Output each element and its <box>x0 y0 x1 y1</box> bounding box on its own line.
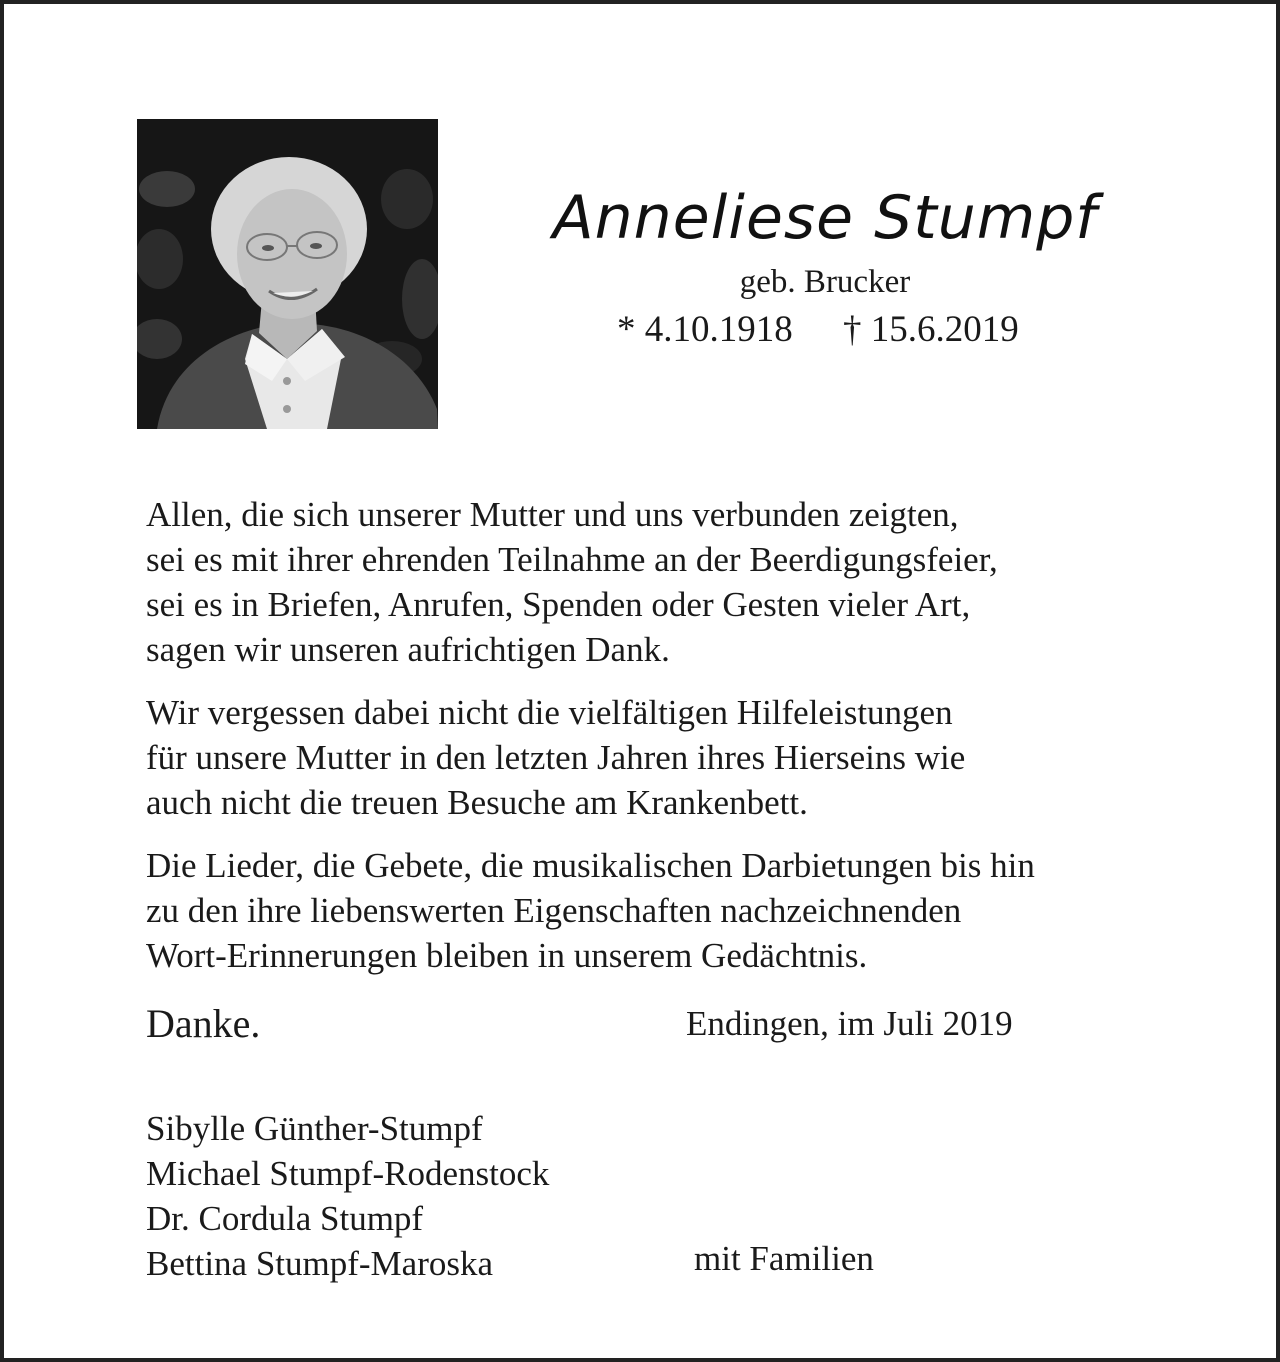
text-line: Wir vergessen dabei nicht die vielfältigen Hilfeleistungen <box>146 693 953 732</box>
text-line: für unsere Mutter in den letzten Jahren ihres Hierseins wie <box>146 738 966 777</box>
paragraph-help <box>146 690 965 825</box>
text-line: sei es in Briefen, Anrufen, Spenden oder Gesten vieler Art, <box>146 585 971 624</box>
text-line: Allen, die sich unserer Mutter und uns verbunden zeigten, <box>146 495 959 534</box>
text-line: Wort-Erinnerungen bleiben in unserem Gedächtnis. <box>146 936 868 975</box>
text-line: zu den ihre liebenswerten Eigenschaften nachzeichnenden <box>146 891 962 930</box>
family-note: mit Familien <box>694 1239 874 1278</box>
deceased-name: Anneliese Stumpf <box>552 183 1098 253</box>
signer-name: Dr. Cordula Stumpf <box>146 1199 424 1238</box>
signer-name: Sibylle Günther-Stumpf <box>146 1109 483 1148</box>
text-line: sei es mit ihrer ehrenden Teilnahme an der Beerdigungsfeier, <box>146 540 998 579</box>
signer-name: Bettina Stumpf-Maroska <box>146 1244 494 1283</box>
text-line: sagen wir unseren aufrichtigen Dank. <box>146 630 670 669</box>
text-line: auch nicht die treuen Besuche am Krankenbett. <box>146 783 808 822</box>
signer-name: Michael Stumpf-Rodenstock <box>146 1154 550 1193</box>
place-date: Endingen, im Juli 2019 <box>686 1004 1013 1043</box>
birth-date: * 4.10.1918 <box>617 309 793 350</box>
maiden-name: geb. Brucker <box>739 264 911 300</box>
portrait-photo <box>137 119 438 429</box>
text-line: Die Lieder, die Gebete, die musikalischen Darbietungen bis hin <box>146 846 1035 885</box>
signers-list <box>146 1106 549 1286</box>
death-date: † 15.6.2019 <box>843 309 1019 350</box>
paragraph-thanks <box>146 492 998 672</box>
paragraph-memories <box>146 843 1035 978</box>
thanks-word: Danke. <box>146 1001 261 1046</box>
